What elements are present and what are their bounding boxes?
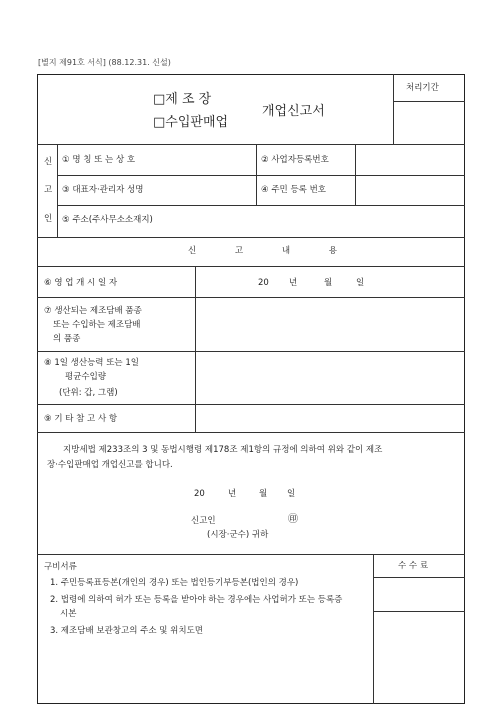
opening-date-label: ⑥ 영 업 개 시 일 자 bbox=[44, 278, 118, 288]
opening-date-year[interactable]: 20 bbox=[258, 278, 269, 288]
capacity-label-line3: (단위: 갑, 그램) bbox=[59, 388, 118, 398]
address-field[interactable] bbox=[175, 207, 463, 236]
biz-reg-label: ② 사업자등록번호 bbox=[261, 155, 329, 165]
opening-date-year-unit: 년 bbox=[289, 278, 298, 288]
address-label: ⑤ 주소(주사무소소재지) bbox=[62, 215, 153, 225]
applicant-side-label-2: 고 bbox=[44, 185, 53, 195]
name-label: ① 명 칭 또 는 상 호 bbox=[62, 155, 136, 165]
capacity-field[interactable] bbox=[197, 353, 463, 402]
applicant-side-label-3: 인 bbox=[44, 214, 53, 224]
documents-label: 구비서류 bbox=[44, 562, 77, 572]
opening-date-day-unit: 일 bbox=[356, 278, 365, 288]
fee-label: 수 수 료 bbox=[398, 561, 429, 571]
signer-field[interactable] bbox=[225, 512, 283, 528]
remarks-label: ⑨ 기 타 참 고 사 항 bbox=[44, 414, 118, 424]
declaration-date-year[interactable]: 20 bbox=[194, 489, 205, 499]
document-item-2-cont: 시본 bbox=[60, 609, 77, 619]
document-item-2: 2. 법령에 의하여 허가 또는 등록을 받아야 하는 경우에는 사업허가 또는 등록증 bbox=[50, 595, 343, 605]
option-importer[interactable]: □수입판매업 bbox=[153, 115, 229, 130]
resident-label: ④ 주민 등록 번호 bbox=[261, 185, 326, 195]
products-label-line3: 의 품종 bbox=[53, 334, 81, 344]
fee-field[interactable] bbox=[375, 579, 463, 609]
products-label-line1: ⑦ 생산되는 제조담배 품종 bbox=[44, 306, 142, 316]
name-field[interactable] bbox=[167, 146, 255, 174]
document-item-3: 3. 제조담배 보관창고의 주소 및 위치도면 bbox=[50, 626, 203, 636]
option-manufacturer[interactable]: □제 조 장 bbox=[153, 92, 212, 107]
biz-reg-field[interactable] bbox=[357, 146, 463, 174]
resident-field[interactable] bbox=[357, 177, 463, 204]
opening-date-month-unit: 월 bbox=[324, 278, 333, 288]
declaration-date-day-unit: 일 bbox=[287, 489, 296, 499]
declaration-date-month-unit: 월 bbox=[259, 489, 268, 499]
form-title: 개업신고서 bbox=[262, 104, 325, 119]
capacity-label-line2: 평균수입량 bbox=[65, 372, 107, 382]
declaration-date-year-unit: 년 bbox=[228, 489, 237, 499]
remarks-field[interactable] bbox=[197, 406, 463, 431]
report-section-label: 신 고 내 용 bbox=[188, 246, 355, 256]
document-item-1: 1. 주민등록표등본(개인의 경우) 또는 법인등기부등본(법인의 경우) bbox=[50, 578, 299, 588]
signer-label: 신고인 bbox=[191, 516, 216, 526]
declaration-line2: 장·수입판매업 개업신고를 합니다. bbox=[47, 460, 173, 470]
products-label-line2: 또는 수입하는 제조담배 bbox=[53, 320, 141, 330]
processing-period-label: 처리기간 bbox=[406, 83, 439, 93]
rep-label: ③ 대표자·관리자 성명 bbox=[62, 185, 144, 195]
declaration-line1: 지방세법 제233조의 3 및 동법시행령 제178조 제1항의 규정에 의하여 위와 같이 제조 bbox=[63, 445, 383, 455]
addressee: (시장·군수) 귀하 bbox=[207, 530, 269, 540]
seal-mark: ㊞ bbox=[288, 514, 298, 525]
rep-field[interactable] bbox=[167, 177, 255, 204]
form-header: [별지 제91호 서식] (88.12.31. 신설) bbox=[38, 58, 171, 67]
capacity-label-line1: ⑧ 1일 생산능력 또는 1일 bbox=[44, 358, 139, 368]
products-field[interactable] bbox=[197, 299, 463, 349]
applicant-side-label-1: 신 bbox=[44, 157, 53, 167]
